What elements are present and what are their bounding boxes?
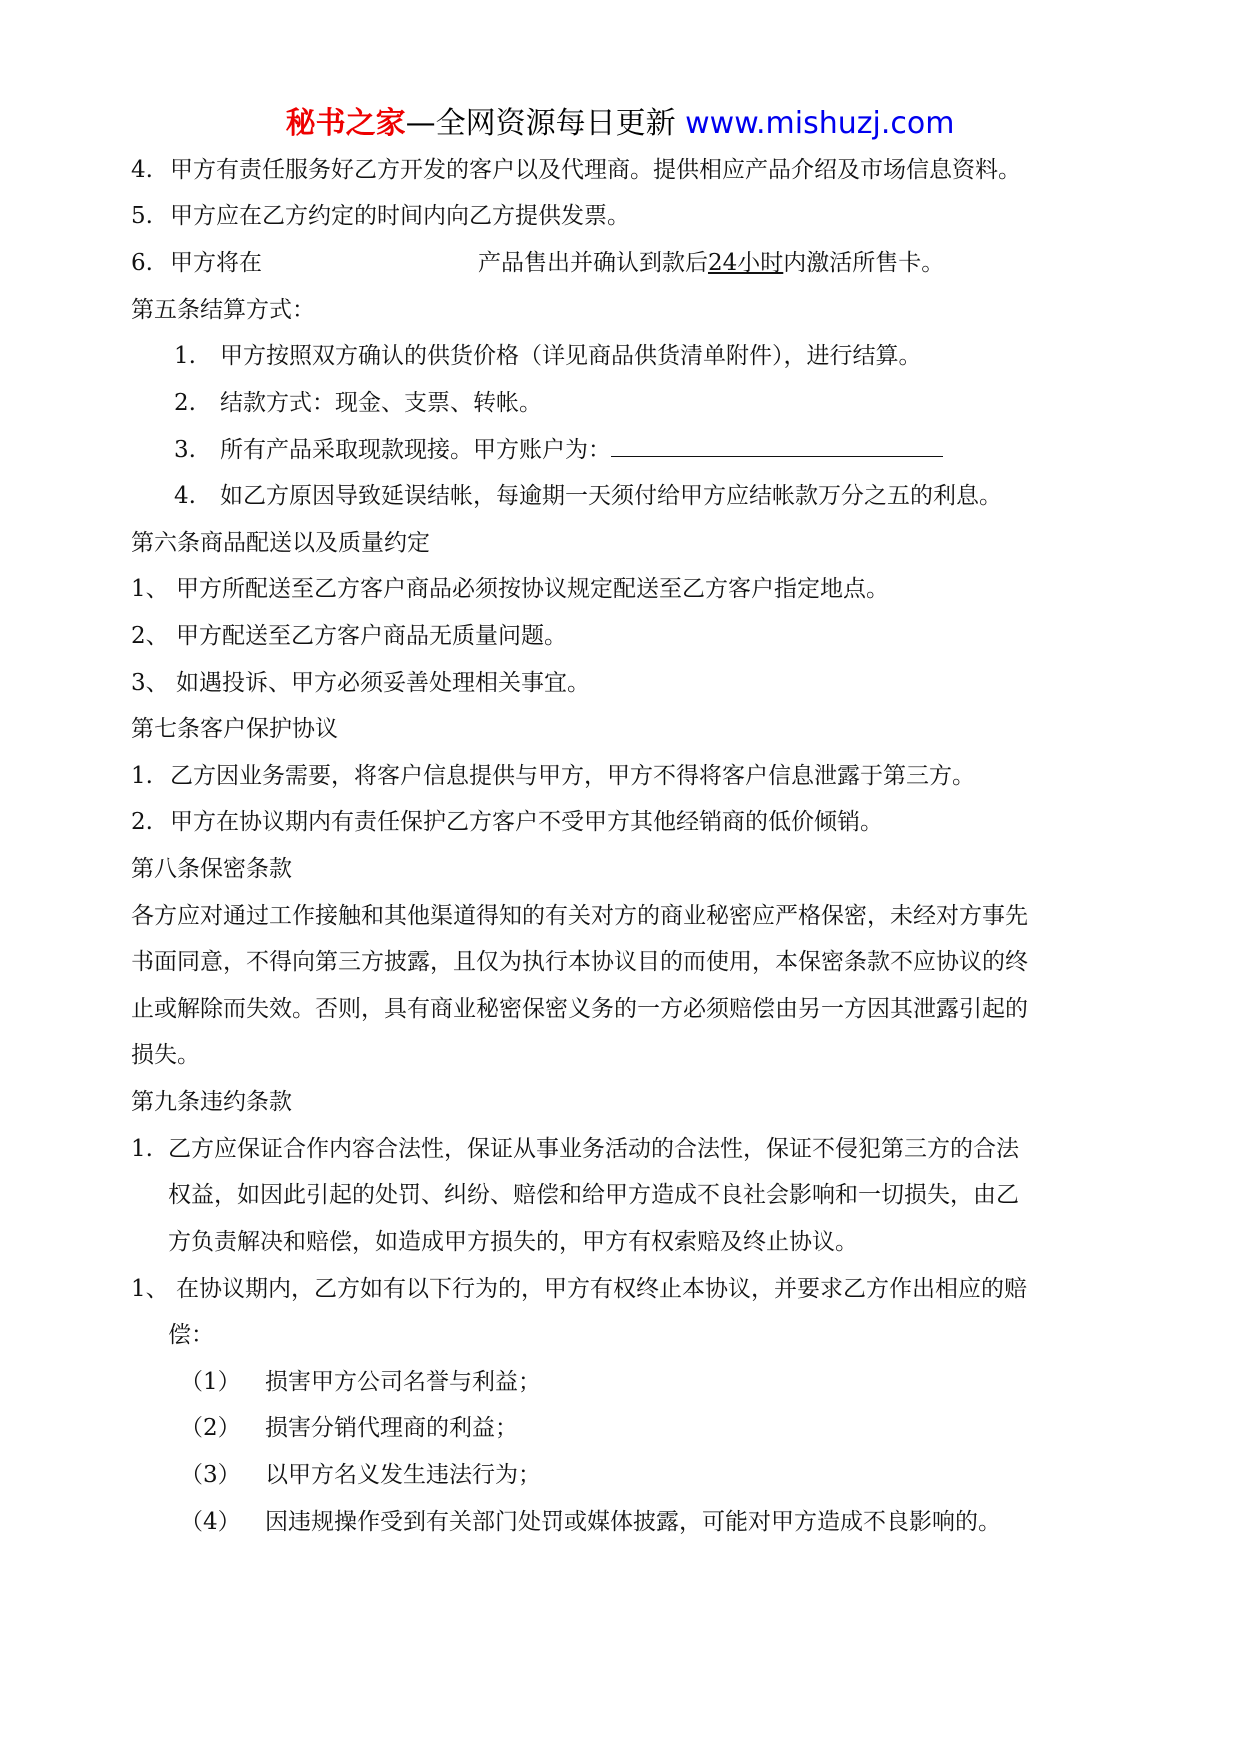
item-text: 甲方在协议期内有责任保护乙方客户不受甲方其他经销商的低价倾销。 xyxy=(170,809,883,835)
item-number: 1. xyxy=(131,1136,153,1162)
article-title-text: 第六条商品配送以及质量约定 xyxy=(131,530,430,556)
paragraph-text: 止或解除而失效。否则，具有商业秘密保密义务的一方必须赔偿由另一方因其泄露引起的 xyxy=(131,996,1028,1022)
item-text: 甲方配送至乙方客户商品无质量问题。 xyxy=(176,623,567,649)
underlined-duration: 24小时 xyxy=(708,250,784,276)
sub-item-number: （2） xyxy=(180,1415,241,1441)
item-number: 4. xyxy=(131,157,153,183)
article-title-text: 第八条保密条款 xyxy=(131,856,292,882)
item-number: 1. xyxy=(131,763,153,789)
item-number: 4. xyxy=(174,483,196,509)
sub-item-text: 损害甲方公司名誉与利益； xyxy=(265,1369,541,1395)
item-text: 乙方应保证合作内容合法性，保证从事业务活动的合法性，保证不侵犯第三方的合法 xyxy=(168,1136,1019,1162)
item-text: 权益，如因此引起的处罚、纠纷、赔偿和给甲方造成不良社会影响和一切损失，由乙 xyxy=(168,1182,1019,1208)
site-url-link[interactable]: www.mishuzj.com xyxy=(685,106,955,141)
item-number: 3、 xyxy=(131,670,169,696)
item-text-suffix: 内激活所售卡。 xyxy=(783,250,945,276)
item-text: 如乙方原因导致延误结帐，每逾期一天须付给甲方应结帐款万分之五的利息。 xyxy=(220,483,1002,509)
account-label: 所有产品采取现款现接。甲方账户为： xyxy=(220,437,611,463)
sub-item-text: 损害分销代理商的利益； xyxy=(265,1415,518,1441)
site-slogan: —全网资源每日更新 xyxy=(405,106,686,141)
item-text: 在协议期内，乙方如有以下行为的，甲方有权终止本协议，并要求乙方作出相应的赔 xyxy=(176,1276,1027,1302)
item-text-middle: 产品售出并确认到款后 xyxy=(478,250,708,276)
item-text: 如遇投诉、甲方必须妥善处理相关事宜。 xyxy=(176,670,590,696)
item-text: 甲方应在乙方约定的时间内向乙方提供发票。 xyxy=(170,203,630,229)
item-text: 方负责解决和赔偿，如造成甲方损失的，甲方有权索赔及终止协议。 xyxy=(168,1229,858,1255)
paragraph-text: 损失。 xyxy=(131,1042,200,1068)
item-text-prefix: 甲方将在 xyxy=(170,250,262,276)
item-text xyxy=(220,432,943,468)
article-title-text: 第七条客户保护协议 xyxy=(131,716,338,742)
item-number: 2. xyxy=(174,390,196,416)
paragraph-text: 书面同意，不得向第三方披露，且仅为执行本协议目的而使用，本保密条款不应协议的终 xyxy=(131,949,1028,975)
item-number: 2、 xyxy=(131,623,169,649)
item-text: 甲方按照双方确认的供货价格（详见商品供货清单附件），进行结算。 xyxy=(220,343,922,369)
item-number: 2. xyxy=(131,809,153,835)
sub-item-number: （1） xyxy=(180,1369,241,1395)
item-text: 乙方因业务需要，将客户信息提供与甲方，甲方不得将客户信息泄露于第三方。 xyxy=(170,763,975,789)
item-number: 1、 xyxy=(131,1276,169,1302)
item-text: 甲方有责任服务好乙方开发的客户以及代理商。提供相应产品介绍及市场信息资料。 xyxy=(170,157,1021,183)
item-number: 1. xyxy=(174,343,196,369)
article-title-text: 第九条违约条款 xyxy=(131,1089,292,1115)
account-fill-line xyxy=(611,432,943,457)
item-number: 1、 xyxy=(131,576,169,602)
item-number: 3. xyxy=(174,437,196,463)
item-number: 5. xyxy=(131,203,153,229)
paragraph-text: 各方应对通过工作接触和其他渠道得知的有关对方的商业秘密应严格保密，未经对方事先 xyxy=(131,903,1028,929)
item-text: 甲方所配送至乙方客户商品必须按协议规定配送至乙方客户指定地点。 xyxy=(176,576,889,602)
site-brand: 秘书之家 xyxy=(285,106,406,141)
site-header xyxy=(0,100,1240,148)
item-text xyxy=(170,245,944,281)
sub-item-number: （3） xyxy=(180,1462,241,1488)
item-text: 结款方式：现金、支票、转帐。 xyxy=(220,390,542,416)
sub-item-text: 以甲方名义发生违法行为； xyxy=(265,1462,541,1488)
article-title-text: 第五条结算方式： xyxy=(131,297,315,323)
item-text: 偿： xyxy=(168,1322,214,1348)
sub-item-number: （4） xyxy=(180,1509,241,1535)
item-number: 6. xyxy=(131,250,153,276)
sub-item-text: 因违规操作受到有关部门处罚或媒体披露，可能对甲方造成不良影响的。 xyxy=(265,1509,1001,1535)
